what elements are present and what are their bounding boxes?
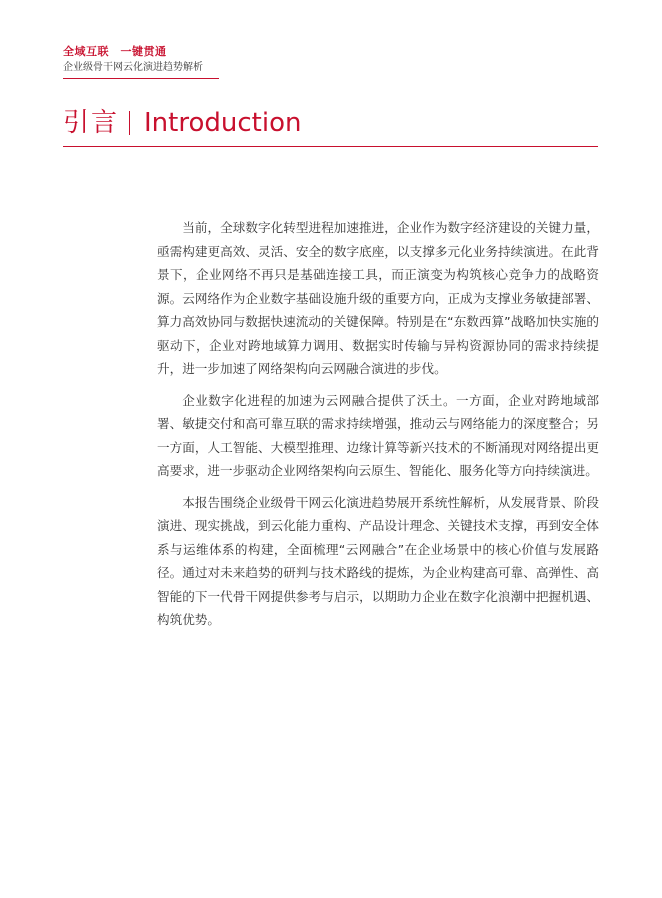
section-title-english: Introduction (144, 108, 302, 138)
paragraph: 本报告围绕企业级骨干网云化演进趋势展开系统性解析，从发展背景、阶段演进、现实挑战，到云化能力重构、产品设计理念、关键技术支撑，再到安全体系与运维体系的构建，全面梳理“云网融合”在企业场景中的核心价值与发展路径。通过对未来趋势的研判与技术路线的提炼，为企业构建高可靠、高弹性、高智能的下一代骨干网提供参考与启示，以期助力企业在数字化浪潮中把握机遇、构筑优势。 (157, 494, 599, 627)
header-brand: 全域互联 一键贯通 (63, 45, 167, 58)
paragraph: 当前，全球数字化转型进程加速推进，企业作为数字经济建设的关键力量，亟需构建更高效、灵活、安全的数字底座，以支撑多元化业务持续演进。在此背景下，企业网络不再只是基础连接工具，而正演变为构筑核心竞争力的战略资源。云网络作为企业数字基础设施升级的重要方向，正成为支撑业务敏捷部署、算力高效协同与数据快速流动的关键保障。特别是在“东数西算”战略加快实施的驱动下，企业对跨地域算力调用、数据实时传输与异构资源协同的需求持续提升，进一步加速了网络架构向云网融合演进的步伐。 (157, 220, 599, 376)
title-divider (63, 146, 598, 147)
section-title (63, 103, 301, 143)
paragraph: 企业数字化进程的加速为云网融合提供了沃土。一方面，企业对跨地域部署、敏捷交付和高可靠互联的需求持续增强，推动云与网络能力的深度整合；另一方面，人工智能、大模型推理、边缘计算等新兴技术的不断涌现对网络提出更高要求，进一步驱动企业网络架构向云原生、智能化、服务化等方向持续演进。 (157, 392, 599, 478)
title-separator (129, 111, 130, 135)
section-title-chinese: 引言 (63, 108, 120, 138)
header-divider (63, 78, 219, 79)
header-subtitle: 企业级骨干网云化演进趋势解析 (63, 62, 203, 73)
body-text (157, 216, 599, 640)
